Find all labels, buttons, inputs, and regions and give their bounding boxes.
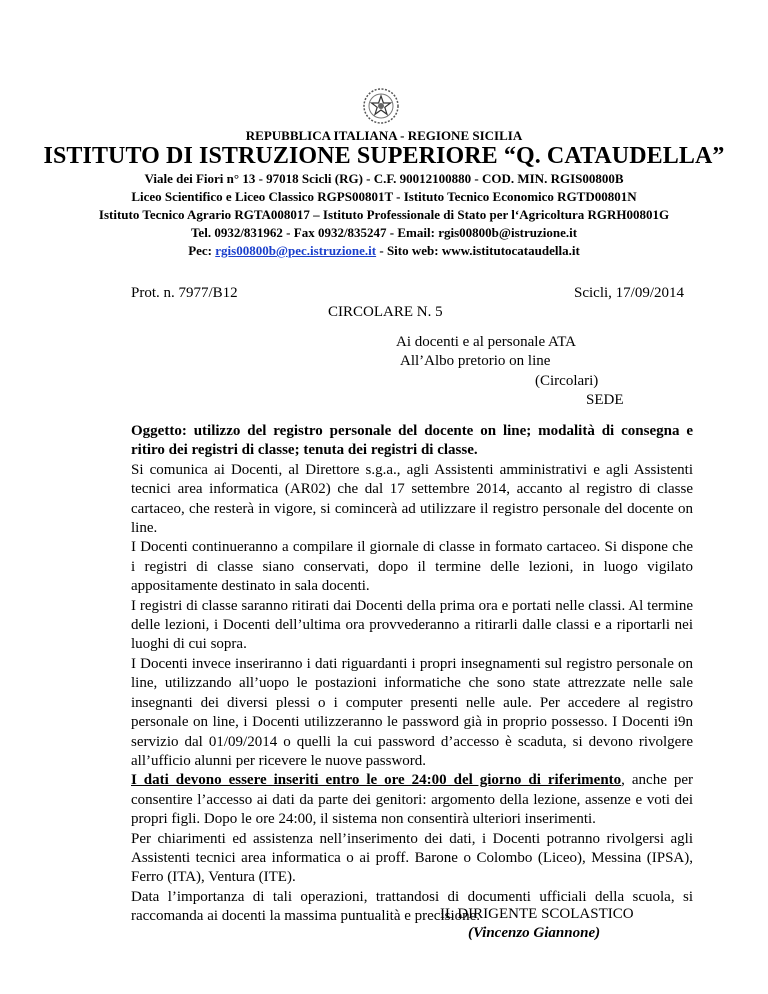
address-line: Viale dei Fiori n° 13 - 97018 Scicli (RG) - C.F. 90012100880 - COD. MIN. RGIS00800B xyxy=(144,171,624,186)
republic-line: REPUBBLICA ITALIANA - REGIONE SICILIA xyxy=(245,128,523,143)
paragraph-1: Si comunica ai Docenti, al Direttore s.g.a., agli Assistenti amministrativi e agli Assistenti tecnici area informatica (AR02) che dal 17 settembre 2014, accanto al registro di classe cartaceo, che resterà in vigore, si comincerà ad utilizzare il registro personale del docente on line. xyxy=(131,461,693,537)
website-text: - Sito web: www.istitutocataudella.it xyxy=(376,243,580,258)
signature-name: (Vincenzo Giannone) xyxy=(468,925,601,941)
schools-line-1: Liceo Scientifico e Liceo Classico RGPS00801T - Istituto Tecnico Economico RGTD00801N xyxy=(131,189,637,204)
recipient-line-4: SEDE xyxy=(586,392,624,408)
pec-line xyxy=(0,243,768,259)
place-date: Scicli, 17/09/2014 xyxy=(574,285,684,301)
contacts-line: Tel. 0932/831962 - Fax 0932/835247 - Email: rgis00800b@istruzione.it xyxy=(190,225,578,240)
paragraph-5-rest: , anche per consentire l’accesso ai dati da parte dei genitori: argomento della lezione, assenze e voti dei propri figli. Dopo le ore 24:00, il sistema non consentirà ulteriori inserimenti. xyxy=(131,772,693,828)
schools-line-2: Istituto Tecnico Agrario RGTA008017 – Istituto Professionale di Stato per l‘Agricoltura RGRH00801G xyxy=(98,207,670,222)
protocol-number: Prot. n. 7977/B12 xyxy=(131,285,238,301)
paragraph-4: I Docenti invece inseriranno i dati riguardanti i propri insegnamenti sul registro personale on line, utilizzando all’uopo le postazioni informatiche che sono state attrezzate nelle sale insegnanti dei diversi plessi o i computer presenti nelle aule. Per accedere al registro personale on line, i Docenti utilizzeranno le password già in proprio possesso. I Docenti i9n servizio dal 01/09/2014 o quelli la cui password d’accesso è scaduta, si devono rivolgere all’ufficio alunni per ricevere le nuove password. xyxy=(131,655,693,769)
paragraph-3: I registri di classe saranno ritirati dai Docenti della prima ora e portati nelle classi. Al termine delle lezioni, i Docenti dell’ultima ora provvederanno a ritirarli dalle classi e a riportarli nei luoghi di cui sopra. xyxy=(131,597,693,653)
subject-line: Oggetto: utilizzo del registro personale del docente on line; modalità di consegna e ritiro dei registri di classe; tenuta dei registri di classe. xyxy=(131,423,693,459)
recipient-line-3: (Circolari) xyxy=(535,373,599,389)
recipient-line-2: All’Albo pretorio on line xyxy=(400,353,551,369)
circular-body xyxy=(131,422,693,927)
circular-number: CIRCOLARE N. 5 xyxy=(328,304,443,320)
pec-email-link[interactable]: rgis00800b@pec.istruzione.it xyxy=(215,243,377,258)
institute-name: ISTITUTO DI ISTRUZIONE SUPERIORE “Q. CATAUDELLA” xyxy=(43,143,725,169)
recipient-line-1: Ai docenti e al personale ATA xyxy=(396,334,576,350)
deadline-notice: I dati devono essere inseriti entro le ore 24:00 del giorno di riferimento xyxy=(131,772,622,789)
italian-republic-emblem-icon xyxy=(361,86,401,126)
pec-label: Pec: xyxy=(188,243,216,258)
paragraph-7: Data l’importanza di tali operazioni, trattandosi di documenti ufficiali della scuola, si raccomanda ai docenti la massima puntualità e precisione. xyxy=(131,888,693,925)
paragraph-6: Per chiarimenti ed assistenza nell’inserimento dei dati, i Docenti potranno rivolgersi agli Assistenti tecnici area informatica o ai proff. Barone o Colombo (Liceo), Messina (IPSA), Ferro (ITA), Ventura (ITE). xyxy=(131,830,693,886)
paragraph-2: I Docenti continueranno a compilare il giornale di classe in formato cartaceo. Si dispone che i registri di classe siano conservati, dopo il termine delle lezioni, in luogo vigilato appositamente destinato in sala docenti. xyxy=(131,539,693,595)
signature-title: IL DIRIGENTE SCOLASTICO xyxy=(440,906,634,922)
paragraph-5 xyxy=(131,771,693,829)
